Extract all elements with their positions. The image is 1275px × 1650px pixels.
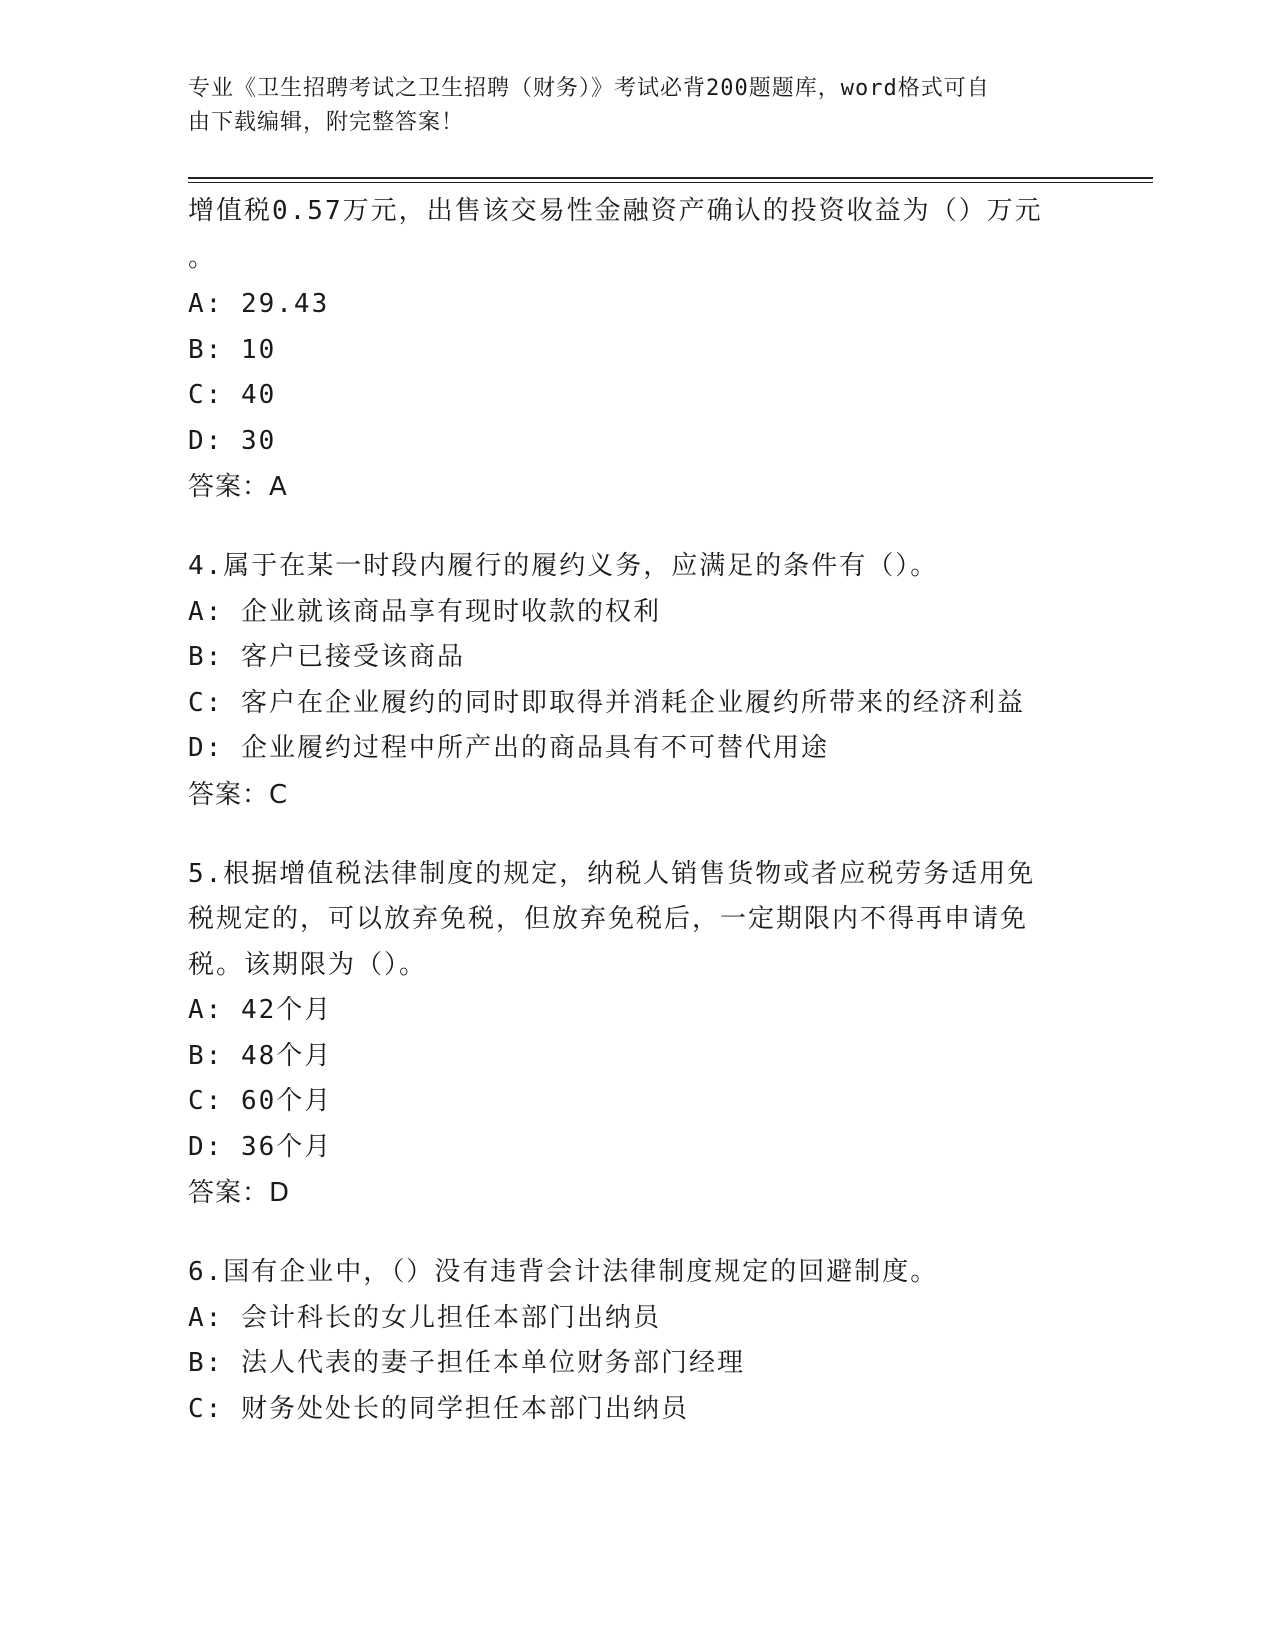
option-label: A:	[188, 596, 224, 627]
option-a	[188, 1296, 1088, 1342]
option-text: 企业履约过程中所产出的商品具有不可替代用途	[240, 733, 829, 763]
option-label: A:	[188, 995, 224, 1025]
answer-line: 答案：C	[188, 779, 289, 810]
option-label: C:	[188, 1086, 224, 1116]
question-text-line: 税规定的，可以放弃免税，但放弃免税后，一定期限内不得再申请免	[188, 904, 1029, 934]
option-text: 42个月	[240, 995, 333, 1025]
option-label: B:	[188, 1040, 224, 1071]
question-text-line: 5.根据增值税法律制度的规定，纳税人销售货物或者应税劳务适用免	[188, 858, 1036, 889]
option-c	[188, 373, 1088, 419]
question-text-line: 6.国有企业中，（）没有违背会计法律制度规定的回避制度。	[188, 1257, 939, 1287]
document-header	[188, 72, 1068, 140]
option-text: 法人代表的妻子担任本单位财务部门经理	[240, 1348, 745, 1378]
option-text: 29.43	[240, 289, 330, 319]
question-4	[188, 544, 1088, 818]
option-label: B:	[188, 642, 224, 672]
spacer	[188, 510, 1088, 544]
question-text-line: 税。该期限为（）。	[188, 949, 428, 980]
option-a	[188, 988, 1088, 1034]
option-b	[188, 328, 1088, 374]
option-label: D:	[188, 733, 224, 763]
option-label: C:	[188, 1393, 224, 1424]
option-d	[188, 419, 1088, 465]
question-text-line: 4.属于在某一时段内履行的履约义务，应满足的条件有（）。	[188, 551, 939, 581]
option-label: D:	[188, 425, 224, 456]
option-label: D:	[188, 1131, 224, 1162]
option-c	[188, 1079, 1088, 1125]
option-d	[188, 726, 1088, 772]
option-a	[188, 282, 1088, 328]
option-label: C:	[188, 380, 224, 410]
question-6	[188, 1250, 1088, 1432]
header-line-1: 专业《卫生招聘考试之卫生招聘（财务）》考试必背200题题库，word格式可自	[188, 76, 990, 101]
option-text: 客户在企业履约的同时即取得并消耗企业履约所带来的经济利益	[240, 687, 1025, 718]
option-label: A:	[188, 289, 224, 319]
option-text: 48个月	[240, 1040, 333, 1071]
option-b	[188, 1034, 1088, 1080]
option-d	[188, 1125, 1088, 1171]
question-text-line: 增值税0.57万元，出售该交易性金融资产确认的投资收益为（）万元	[188, 196, 1043, 226]
question-content	[188, 188, 1088, 1432]
option-text: 会计科长的女儿担任本部门出纳员	[240, 1302, 661, 1333]
option-label: A:	[188, 1302, 224, 1333]
option-c	[188, 1387, 1088, 1433]
option-b	[188, 635, 1088, 681]
option-a	[188, 590, 1088, 636]
answer-line: 答案：D	[188, 1178, 291, 1208]
option-text: 60个月	[240, 1086, 333, 1116]
option-text: 10	[240, 334, 277, 365]
header-rule-thick	[188, 177, 1153, 179]
header-line-2: 由下载编辑，附完整答案！	[188, 110, 465, 135]
option-text: 40	[240, 380, 277, 410]
option-text: 客户已接受该商品	[240, 642, 465, 672]
option-label: C:	[188, 687, 224, 718]
option-b	[188, 1341, 1088, 1387]
option-label: B:	[188, 1348, 224, 1378]
header-rule-thin	[188, 182, 1153, 183]
option-text: 30	[240, 425, 277, 456]
question-text-line: 。	[188, 243, 217, 273]
option-label: B:	[188, 334, 224, 365]
spacer	[188, 818, 1088, 852]
option-c	[188, 681, 1088, 727]
option-text: 36个月	[240, 1131, 333, 1162]
option-text: 财务处处长的同学担任本部门出纳员	[240, 1393, 689, 1424]
question-5	[188, 852, 1088, 1217]
spacer	[188, 1216, 1088, 1250]
answer-line: 答案：A	[188, 472, 288, 502]
question-3-tail	[188, 188, 1088, 510]
option-text: 企业就该商品享有现时收款的权利	[240, 596, 661, 627]
